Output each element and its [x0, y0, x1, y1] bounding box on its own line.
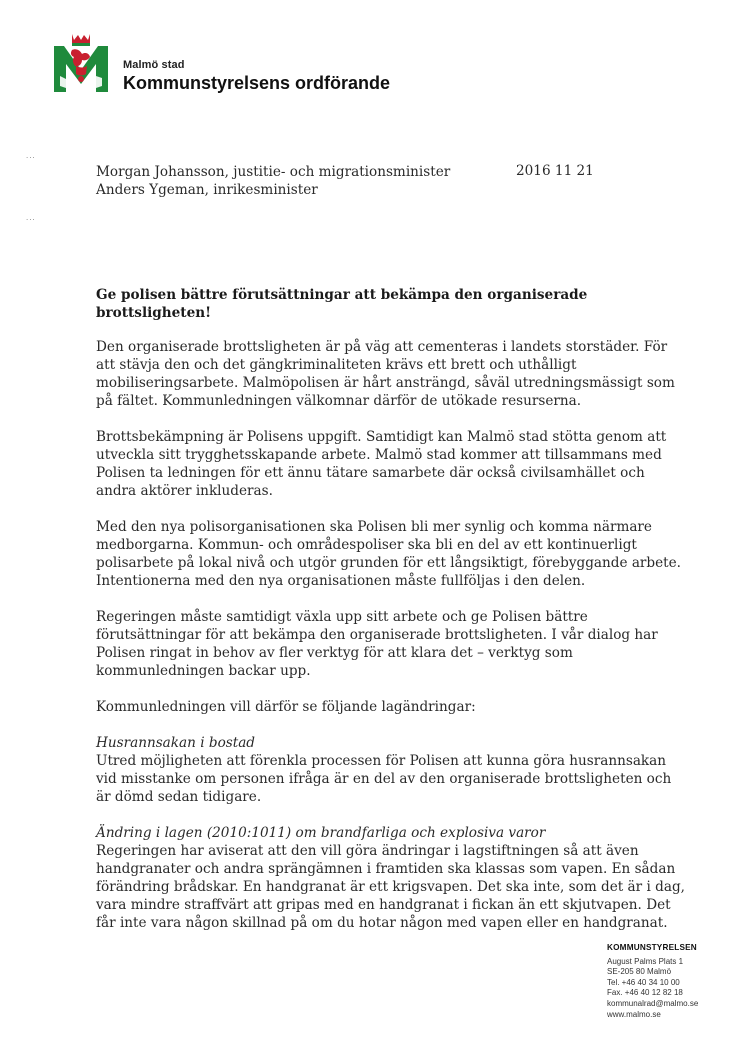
section-text: Regeringen har aviserat att den vill göra ändringar i lagstiftningen så att även handgranater och andra sprängämnen i framtiden ska klassas som vapen. En sådan förändring brådskar. En handgranat är ett krigsvapen. Det ska inte, som det är i dag, vara mindre straffvärt att gripas med en handgranat i fickan än ett skjutvapen. Det får inte vara någon skillnad på om du hotar någon med vapen eller en handgranat.: [96, 843, 685, 931]
section-text: Utred möjligheten att förenkla processen för Polisen att kunna göra husrannsakan vid misstanke om personen ifråga är en del av den organiserade brottsligheten och är dömd sedan tidigare.: [96, 753, 672, 805]
section-title: Husrannsakan i bostad: [96, 735, 255, 751]
footer-website: www.malmo.se: [607, 1009, 661, 1019]
fold-mark-bottom: ...: [26, 213, 36, 222]
recipient-line: Morgan Johansson, justitie- och migrationsminister: [96, 164, 451, 180]
footer-address: August Palms Plats 1: [607, 956, 684, 966]
body-paragraph: Brottsbekämpning är Polisens uppgift. Samtidigt kan Malmö stad stötta genom att utveckla sitt trygghetsskapande arbete. Malmö stad kommer att tillsammans med Polisen ta ledningen för ett ännu tätare samarbete där också civilsamhället och andra aktörer inkluderas.: [96, 429, 667, 499]
footer-phone: Tel. +46 40 34 10 00: [607, 977, 680, 987]
fold-mark-top: ...: [26, 151, 36, 160]
org-name: Malmö stad: [123, 59, 185, 71]
section-explosiva-varor: [96, 824, 686, 932]
body-paragraph: Med den nya polisorganisationen ska Polisen bli mer synlig och komma närmare medborgarna. Kommun- och områdespoliser ska bli en del av ett kontinuerligt polisarbete på lokal nivå och utgör grunden för ett långsiktigt, förebyggande arbete. Intentionerna med den nya organisationen måste fullföljas i den delen.: [96, 519, 682, 589]
section-husrannsakan: [96, 734, 686, 806]
footer-heading: KOMMUNSTYRELSEN: [607, 943, 697, 952]
office-title: Kommunstyrelsens ordförande: [123, 73, 391, 93]
letter-date: 2016 11 21: [516, 163, 594, 179]
body-paragraph: Kommunledningen vill därför se följande lagändringar:: [96, 699, 476, 715]
footer-fax: Fax. +46 40 12 82 18: [607, 988, 683, 998]
malmo-coat-of-arms-logo: [52, 30, 110, 96]
footer-email: kommunalrad@malmo.se: [607, 998, 699, 1008]
footer-postal: SE-205 80 Malmö: [607, 967, 672, 977]
recipient-line: Anders Ygeman, inrikesminister: [96, 182, 318, 198]
section-title: Ändring i lagen (2010:1011) om brandfarliga och explosiva varor: [96, 825, 546, 841]
footer-contact: [607, 943, 698, 1020]
recipients-block: [96, 163, 450, 199]
letter-heading: Ge polisen bättre förutsättningar att bekämpa den organiserade brottsligheten!: [96, 287, 588, 321]
letter-body: [96, 286, 686, 950]
body-paragraph: Regeringen måste samtidigt växla upp sitt arbete och ge Polisen bättre förutsättningar för att bekämpa den organiserade brottsligheten. I vår dialog har Polisen ringat in behov av fler verktyg för att klara det – verktyg som kommunledningen backar upp.: [96, 609, 658, 679]
body-paragraph: Den organiserade brottsligheten är på väg att cementeras i landets storstäder. För att stävja den och det gängkriminaliteten krävs ett brett och uthålligt mobiliseringsarbete. Malmöpolisen är hårt ansträngd, såväl utredningsmässigt som på fältet. Kommunledningen välkomnar därför de utökade resurserna.: [96, 339, 675, 409]
letterhead: [123, 59, 390, 94]
